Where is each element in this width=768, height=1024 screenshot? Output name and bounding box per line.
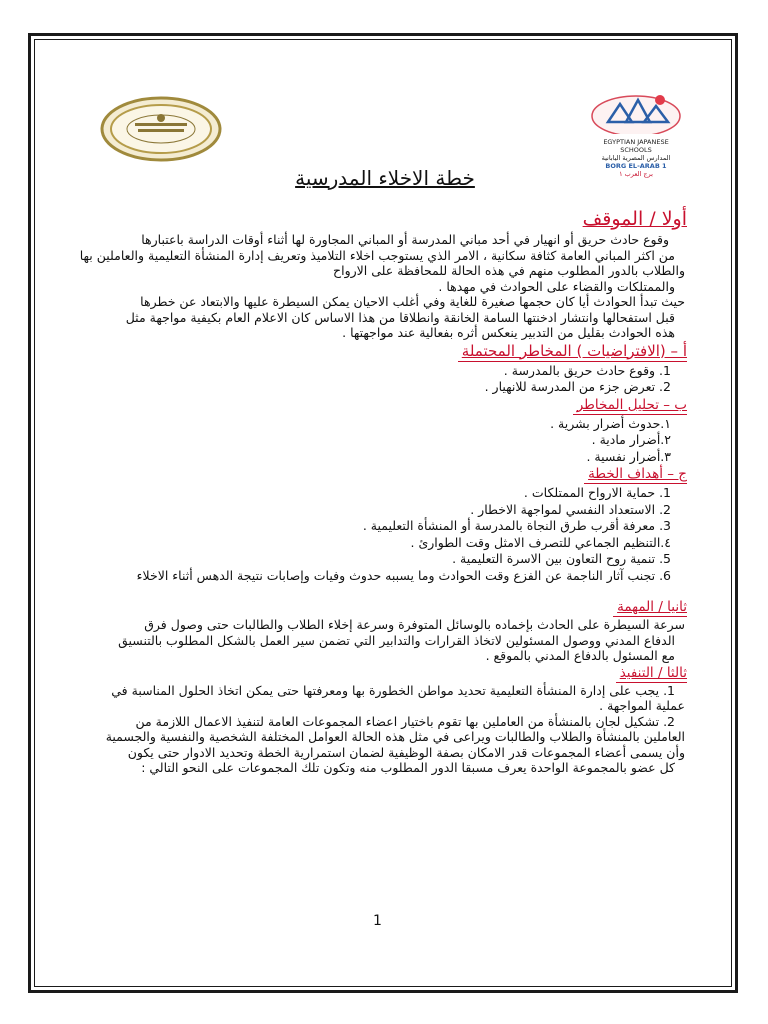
section1-line: والممتلكات والقضاء على الحوادث في مهدها . xyxy=(438,278,675,294)
list-item: ٣.أضرار نفسية . xyxy=(586,448,671,464)
subsection-c-heading: ج – أهداف الخطة xyxy=(584,465,687,484)
school-branch-en: BORG EL-ARAB 1 xyxy=(605,162,667,170)
list-item: 2. الاستعداد النفسي لمواجهة الاخطار . xyxy=(470,501,671,517)
list-item: 2. تعرض جزء من المدرسة للانهيار . xyxy=(484,379,671,394)
section3-heading: ثالثا / التنفيذ xyxy=(616,664,687,683)
section1-line: من اكثر المباني العامة كثافة سكانية ، الامر الذي يستوجب اخلاء التلاميذ وتعريف إدارة المنشأة التعليمية والعاملين بها xyxy=(79,247,675,263)
section3-line: 1. يجب على إدارة المنشأة التعليمية تحديد مواطن الخطورة بها ومعرفتها حتى يمكن اتخاذ الحلول المناسبة في xyxy=(111,682,675,698)
section1-line: هذه الحوادث بقليل من التدبير ينعكس أثره بفعالية عند مواجهتها . xyxy=(342,325,675,340)
section1-line: قبل استفحالها وانتشار ادخنتها السامة الخانقة وانطلاقا من هذا الاساس كان الاعلام العام بكيفية مواجهة مثل xyxy=(125,309,675,325)
section1-heading: أولا / الموقف xyxy=(582,208,687,230)
list-item: 6. تجنب آثار الناجمة عن الفزع وقت الحوادث وما يسببه حدوث وفيات وإصابات نتيجة الدهس أثناء الاخلاء xyxy=(136,567,671,583)
ministry-logo xyxy=(100,96,222,162)
section3-line: العاملين بالمنشأة والطلاب والطالبات ويراعى في مثل هذه الحالة العوامل المختلفة الشخصية والنفسية والجسمية xyxy=(105,729,685,744)
section1-line: وقوع حادث حريق أو انهيار في أحد مباني المدرسة أو المباني المجاورة لها أثناء أوقات الدراسة باعتبارها xyxy=(141,232,669,247)
section2-line: الدفاع المدني ووصول المسئولين لاتخاذ القرارات والتدابير التي تضمن سير العمل بالشكل المطلوب بالتنسيق xyxy=(118,632,675,648)
document-body xyxy=(40,204,687,776)
list-item: ١.حدوث أضرار بشرية . xyxy=(550,415,671,431)
school-logo xyxy=(590,90,682,180)
section3-line: 2. تشكيل لجان بالمنشأة من العاملين بها تقوم باختيار اعضاء المجموعات العامة لتنفيذ الاعمال اللازمة من xyxy=(135,713,675,729)
section1-line: والطلاب بالدور المطلوب منهم في هذه الحالة للمحافظة على الارواح xyxy=(333,263,685,278)
section3-line: وأن يسمى أعضاء المجموعات قدر الامكان بصفة الوظيفية لضمان استمرارية الخطة وتحديد الادوار حتى يكون xyxy=(127,744,685,760)
list-item: ٤.التنظيم الجماعي للتصرف الامثل وقت الطوارئ . xyxy=(410,534,671,550)
pyramid-icon xyxy=(590,90,682,134)
section1-line: حيث تبدأ الحوادث أيا كان حجمها صغيرة للغاية وفي أغلب الاحيان يمكن السيطرة عليها والابتعاد عن خطرها xyxy=(140,294,685,309)
school-name-en: EGYPTIAN JAPANESE SCHOOLS xyxy=(603,138,669,154)
section2-heading: ثانيا / المهمة xyxy=(613,598,687,617)
page-number: 1 xyxy=(373,913,382,929)
section3-line: كل عضو بالمجموعة الواحدة يعرف مسبقا الدور المطلوب منه وتكون تلك المجموعات على النحو التالي : xyxy=(141,760,675,775)
list-item: 3. معرفة أقرب طرق النجاة بالمدرسة أو المنشأة التعليمية . xyxy=(362,518,671,533)
subsection-a-heading: أ – (الافتراضيات ) المخاطر المحتملة xyxy=(458,341,687,362)
list-item: ٢.أضرار مادية . xyxy=(591,432,671,447)
list-item: 5. تنمية روح التعاون بين الاسرة التعليمية . xyxy=(452,551,671,566)
section2-line: مع المسئول بالدفاع المدني بالموقع . xyxy=(485,648,675,663)
list-item: 1. وقوع حادث حريق بالمدرسة . xyxy=(503,362,671,378)
list-item: 1. حماية الارواح الممتلكات . xyxy=(523,485,671,500)
section3-line: عملية المواجهة . xyxy=(599,698,685,713)
section2-line: سرعة السيطرة على الحادث بإخماده بالوسائل المتوفرة وسرعة إخلاء الطلاب والطالبات حتى وصول فرق xyxy=(144,617,685,632)
document-title: خطة الاخلاء المدرسية xyxy=(295,166,475,190)
school-name-ar: المدارس المصرية اليابانية xyxy=(601,154,671,162)
school-branch-ar: برج العرب ١ xyxy=(619,170,653,178)
subsection-b-heading: ب – تحليل المخاطر xyxy=(573,396,687,415)
